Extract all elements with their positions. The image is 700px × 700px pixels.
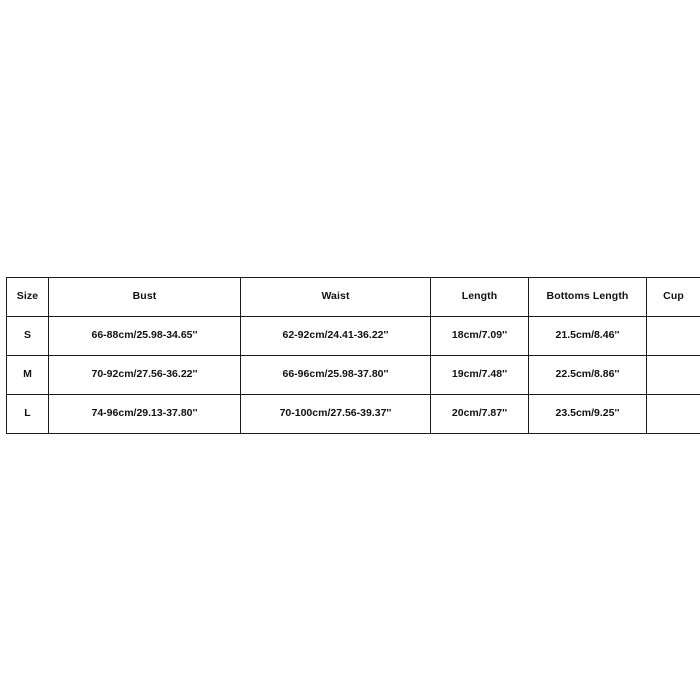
cell-size: M xyxy=(7,356,49,395)
cell-length: 20cm/7.87'' xyxy=(431,395,529,434)
table-header xyxy=(7,278,700,317)
size-chart-container xyxy=(6,277,694,434)
cell-waist: 66-96cm/25.98-37.80'' xyxy=(241,356,431,395)
cell-cup xyxy=(647,395,700,434)
column-header-bust: Bust xyxy=(49,278,241,317)
column-header-length: Length xyxy=(431,278,529,317)
size-chart-table xyxy=(6,277,700,434)
cell-size: L xyxy=(7,395,49,434)
cell-size: S xyxy=(7,317,49,356)
table-row xyxy=(7,356,700,395)
cell-bust: 74-96cm/29.13-37.80'' xyxy=(49,395,241,434)
table-body xyxy=(7,317,700,434)
cell-bottoms-length: 22.5cm/8.86'' xyxy=(529,356,647,395)
table-row xyxy=(7,395,700,434)
table-row xyxy=(7,317,700,356)
column-header-waist: Waist xyxy=(241,278,431,317)
column-header-size: Size xyxy=(7,278,49,317)
cell-bottoms-length: 23.5cm/9.25'' xyxy=(529,395,647,434)
cell-length: 19cm/7.48'' xyxy=(431,356,529,395)
cell-waist: 70-100cm/27.56-39.37'' xyxy=(241,395,431,434)
table-header-row xyxy=(7,278,700,317)
cell-length: 18cm/7.09'' xyxy=(431,317,529,356)
cell-bottoms-length: 21.5cm/8.46'' xyxy=(529,317,647,356)
cell-bust: 70-92cm/27.56-36.22'' xyxy=(49,356,241,395)
cell-bust: 66-88cm/25.98-34.65'' xyxy=(49,317,241,356)
cell-waist: 62-92cm/24.41-36.22'' xyxy=(241,317,431,356)
column-header-cup: Cup xyxy=(647,278,700,317)
cell-cup xyxy=(647,356,700,395)
cell-cup xyxy=(647,317,700,356)
column-header-bottoms-length: Bottoms Length xyxy=(529,278,647,317)
